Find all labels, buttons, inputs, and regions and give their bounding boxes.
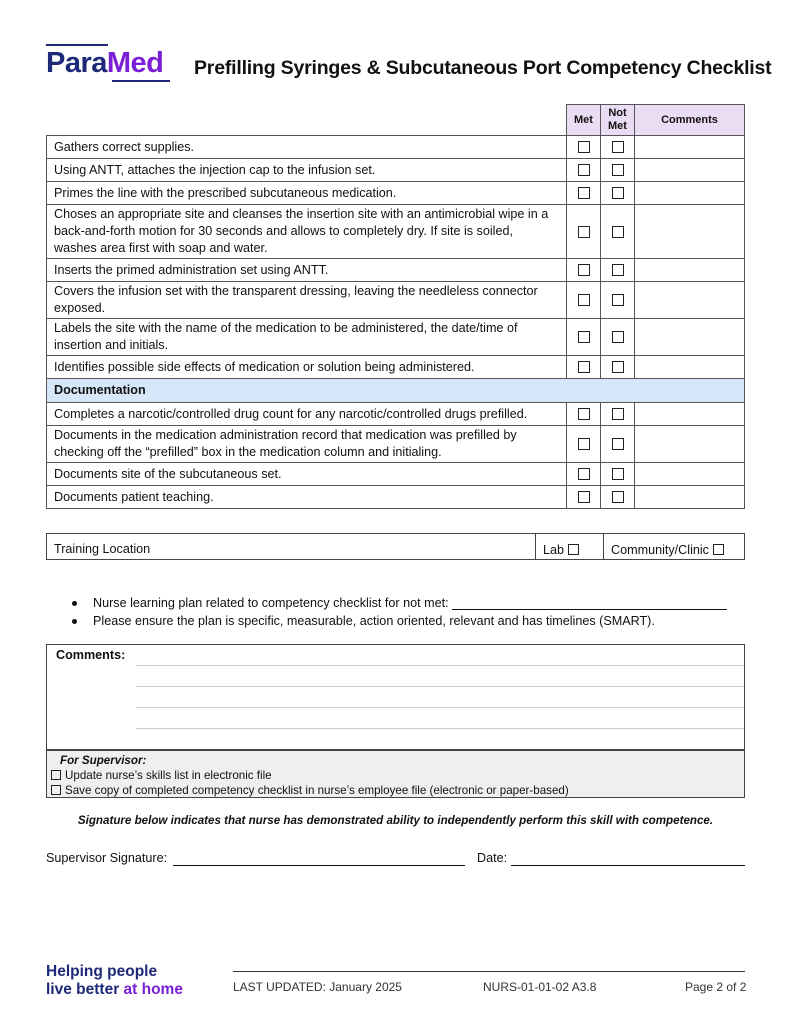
comment-line[interactable]: [136, 686, 744, 687]
bullet-item: [70, 612, 727, 630]
table-row: [47, 463, 745, 486]
bullet-text: Please ensure the plan is specific, measurable, action oriented, relevant and has timelines (SMART).: [93, 614, 655, 628]
met-checkbox[interactable]: [578, 331, 590, 343]
page-title: Prefilling Syringes & Subcutaneous Port Competency Checklist: [194, 57, 772, 79]
task-text: Labels the site with the name of the medication to be administered, the date/time of insertion and initials.: [47, 319, 567, 356]
comment-cell[interactable]: [635, 486, 745, 509]
comment-cell[interactable]: [635, 356, 745, 379]
not-met-checkbox[interactable]: [612, 164, 624, 176]
column-header-comments: Comments: [635, 105, 745, 136]
comments-box: [46, 644, 745, 798]
supervisor-item-label: Update nurse’s skills list in electronic file: [65, 769, 272, 782]
tagline-at-home: at home: [123, 981, 183, 998]
table-header-row: [47, 105, 745, 136]
logo-bar-bottom: [112, 80, 170, 82]
met-checkbox[interactable]: [578, 294, 590, 306]
table-row: [47, 403, 745, 426]
paramed-logo: [46, 44, 172, 84]
met-checkbox[interactable]: [578, 361, 590, 373]
comment-cell[interactable]: [635, 205, 745, 259]
comment-cell[interactable]: [635, 463, 745, 486]
community-clinic-checkbox[interactable]: [713, 544, 724, 555]
comment-cell[interactable]: [635, 159, 745, 182]
table-row: [47, 205, 745, 259]
task-text: Gathers correct supplies.: [47, 136, 567, 159]
comment-line[interactable]: [136, 728, 744, 729]
logo-para: Para: [46, 47, 107, 79]
supervisor-signature-label: Supervisor Signature:: [46, 851, 168, 865]
met-checkbox[interactable]: [578, 164, 590, 176]
logo-bar-top: [46, 44, 108, 46]
task-text: Documents in the medication administration record that medication was prefilled by checking off the “prefilled” box in the medication column and initialing.: [47, 426, 567, 463]
lab-option[interactable]: [543, 543, 579, 557]
training-location-label: Training Location: [54, 542, 151, 556]
supervisor-checkbox[interactable]: [51, 770, 61, 780]
community-clinic-option[interactable]: [611, 543, 724, 557]
column-header-met: Met: [567, 105, 601, 136]
task-text: Completes a narcotic/controlled drug count for any narcotic/controlled drugs prefilled.: [47, 403, 567, 426]
table-row: [47, 356, 745, 379]
divider: [603, 534, 604, 559]
document-code: NURS-01-01-02 A3.8: [483, 980, 597, 994]
met-checkbox[interactable]: [578, 408, 590, 420]
comment-cell[interactable]: [635, 426, 745, 463]
supervisor-item-label: Save copy of completed competency checklist in nurse’s employee file (electronic or paper-based): [65, 784, 569, 797]
not-met-checkbox[interactable]: [612, 226, 624, 238]
task-text: Identifies possible side effects of medication or solution being administered.: [47, 356, 567, 379]
not-met-checkbox[interactable]: [612, 408, 624, 420]
met-checkbox[interactable]: [578, 491, 590, 503]
supervisor-item[interactable]: [51, 783, 744, 798]
comment-cell[interactable]: [635, 282, 745, 319]
bullet-text: Nurse learning plan related to competency checklist for not met:: [93, 596, 449, 610]
task-text: Using ANTT, attaches the injection cap to the infusion set.: [47, 159, 567, 182]
met-checkbox[interactable]: [578, 226, 590, 238]
tagline-line1: Helping people: [46, 963, 158, 980]
table-row: [47, 136, 745, 159]
learning-plan-list: [70, 594, 727, 630]
table-row: [47, 486, 745, 509]
comment-cell[interactable]: [635, 403, 745, 426]
signature-row: [46, 851, 745, 871]
task-text: Documents site of the subcutaneous set.: [47, 463, 567, 486]
column-header-not-met: Not Met: [601, 105, 635, 136]
date-line[interactable]: [511, 865, 745, 866]
table-row: [47, 159, 745, 182]
divider: [535, 534, 536, 559]
table-row: [47, 182, 745, 205]
not-met-checkbox[interactable]: [612, 187, 624, 199]
comments-label: Comments:: [56, 648, 126, 662]
not-met-checkbox[interactable]: [612, 468, 624, 480]
last-updated: LAST UPDATED: January 2025: [233, 980, 402, 994]
comment-line[interactable]: [136, 665, 744, 666]
task-text: Choses an appropriate site and cleanses the insertion site with an antimicrobial wipe in a back-and-forth motion for 30 seconds and allows to completely dry. If site is soiled, washes area first with soap and water.: [47, 205, 567, 259]
comment-cell[interactable]: [635, 136, 745, 159]
task-text: Inserts the primed administration set using ANTT.: [47, 259, 567, 282]
table-row: [47, 319, 745, 356]
bullet-item: [70, 594, 727, 612]
not-met-checkbox[interactable]: [612, 361, 624, 373]
supervisor-title: For Supervisor:: [60, 754, 147, 767]
logo-med: Med: [106, 47, 164, 79]
table-row: [47, 426, 745, 463]
task-text: Documents patient teaching.: [47, 486, 567, 509]
section-header-documentation: [47, 379, 745, 403]
task-text: Primes the line with the prescribed subcutaneous medication.: [47, 182, 567, 205]
comment-cell[interactable]: [635, 259, 745, 282]
learning-plan-input-line[interactable]: [452, 597, 727, 610]
not-met-checkbox[interactable]: [612, 491, 624, 503]
footer-divider: [233, 971, 745, 972]
community-clinic-label: Community/Clinic: [611, 543, 709, 557]
met-checkbox[interactable]: [578, 468, 590, 480]
header-spacer: [47, 105, 567, 136]
met-checkbox[interactable]: [578, 438, 590, 450]
lab-label: Lab: [543, 543, 565, 557]
comment-line[interactable]: [136, 707, 744, 708]
not-met-checkbox[interactable]: [612, 141, 624, 153]
supervisor-checkbox[interactable]: [51, 785, 61, 795]
task-text: Covers the infusion set with the transparent dressing, leaving the needleless connector exposed.: [47, 282, 567, 319]
page-number: Page 2 of 2: [685, 980, 747, 994]
comment-cell[interactable]: [635, 182, 745, 205]
supervisor-section: [47, 749, 744, 797]
met-checkbox[interactable]: [578, 264, 590, 276]
section-title: Documentation: [47, 379, 745, 403]
met-checkbox[interactable]: [578, 187, 590, 199]
supervisor-item[interactable]: [51, 768, 744, 783]
supervisor-signature-line[interactable]: [173, 865, 465, 866]
competency-checklist-table: [46, 104, 745, 509]
not-met-checkbox[interactable]: [612, 264, 624, 276]
comment-cell[interactable]: [635, 319, 745, 356]
not-met-checkbox[interactable]: [612, 294, 624, 306]
footer-tagline: [46, 963, 183, 999]
tagline-line2: live better: [46, 981, 124, 998]
not-met-checkbox[interactable]: [612, 331, 624, 343]
training-location-row: [46, 533, 745, 560]
date-label: Date:: [477, 851, 508, 865]
table-row: [47, 259, 745, 282]
signature-statement: Signature below indicates that nurse has demonstrated ability to independently perform this skill with competence.: [77, 814, 714, 827]
met-checkbox[interactable]: [578, 141, 590, 153]
lab-checkbox[interactable]: [568, 544, 579, 555]
table-row: [47, 282, 745, 319]
not-met-checkbox[interactable]: [612, 438, 624, 450]
